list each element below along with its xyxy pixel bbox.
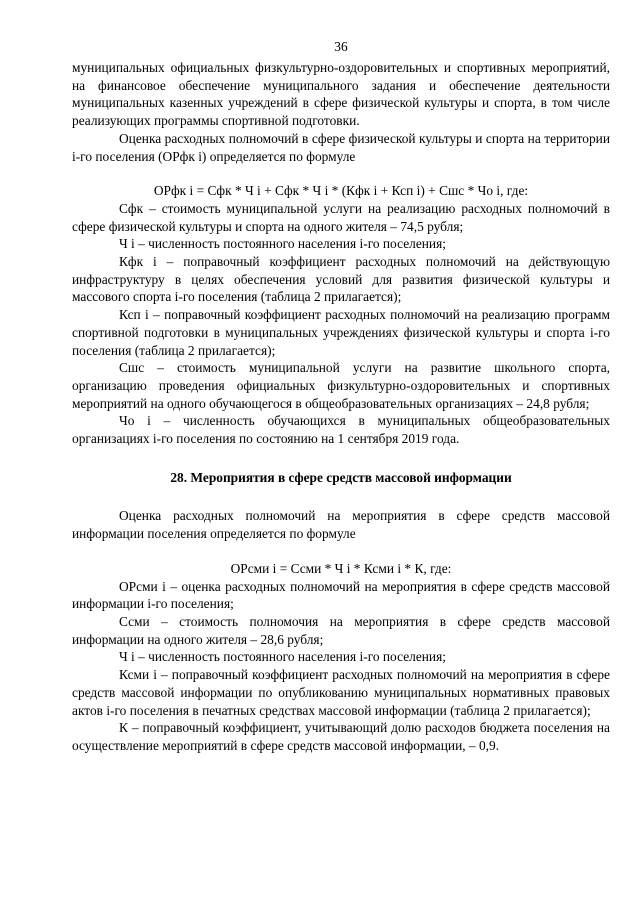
definition-ksp: Ксп i – поправочный коэффициент расходных полномочий на реализацию программ спортивной подготовки в муниципальных учреждениях физической культуры и спорта i-го поселения (таблица 2 прилагается);: [72, 307, 610, 358]
definition-k: К – поправочный коэффициент, учитывающий долю расходов бюджета поселения на осуществление мероприятий в сфере средств массовой информации, – 0,9.: [72, 720, 610, 753]
definition-ssmi: Ссми – стоимость полномочия на мероприятия в сфере средств массовой информации на одного жителя – 28,6 рубля;: [72, 613, 610, 647]
definition-cho: Чо i – численность обучающихся в муниципальных общеобразовательных организациях i-го поселения по состоянию на 1 сентября 2019 года.: [72, 413, 610, 447]
spacer: [72, 165, 610, 182]
definition-ksmi: Ксми i – поправочный коэффициент расходных полномочий на мероприятия в сфере средств массовой информации по опубликованию муниципальных нормативных правовых актов i-го поселения в печатных средствах массовой информации (таблица 2 прилагается);: [72, 667, 610, 718]
formula-sport: ОРфк i = Сфк * Ч i + Сфк * Ч i * (Кфк i + Ксп i) + Сшс * Чо i, где:: [153, 183, 529, 199]
spacer: [72, 448, 610, 469]
definition-sfk: Сфк – стоимость муниципальной услуги на реализацию расходных полномочий в сфере физической культуры и спорта на одного жителя – 74,5 рубля;: [72, 200, 610, 234]
paragraph-continuation: муниципальных официальных физкультурно-оздоровительных и спортивных мероприятий, на финансовое обеспечение муниципального задания и обеспечение деятельности муниципальных казенных учреждений в сфере физической культуры и спорта, в том числе реализующих программы спортивной подготовки.: [72, 60, 610, 129]
page-number: 36: [334, 39, 348, 54]
definition-ch: Ч i – численность постоянного населения i-го поселения;: [119, 236, 446, 252]
formula-media: ОРсми i = Ссми * Ч i * Ксми i * К, где:: [230, 560, 452, 576]
spacer: [72, 543, 610, 560]
definition-sshs: Сшс – стоимость муниципальной услуги на развитие школьного спорта, организацию проведения официальных физкультурно-оздоровительных и спортивных мероприятий на одного обучающегося в общеобразовательных организациях – 24,8 рубля;: [72, 360, 610, 411]
definition-orsmi: ОРсми i – оценка расходных полномочий на мероприятия в сфере средств массовой информации i-го поселения;: [72, 578, 610, 612]
spacer: [72, 486, 610, 507]
section-heading: 28. Мероприятия в сфере средств массовой информации: [170, 469, 512, 485]
document-page: [72, 38, 610, 755]
definition-kfk: Кфк i – поправочный коэффициент расходных полномочий на действующую инфраструктуру в целях обеспечения условий для развития физической культуры и массового спорта i-го поселения (таблица 2 прилагается);: [72, 254, 610, 305]
paragraph-assessment-sport: Оценка расходных полномочий в сфере физической культуры и спорта на территории i-го поселения (ОРфк i) определяется по формуле: [72, 130, 610, 164]
paragraph-assessment-media: Оценка расходных полномочий на мероприятия в сфере средств массовой информации поселения определяется по формуле: [72, 508, 610, 542]
definition-ch-media: Ч i – численность постоянного населения i-го поселения;: [119, 649, 446, 665]
